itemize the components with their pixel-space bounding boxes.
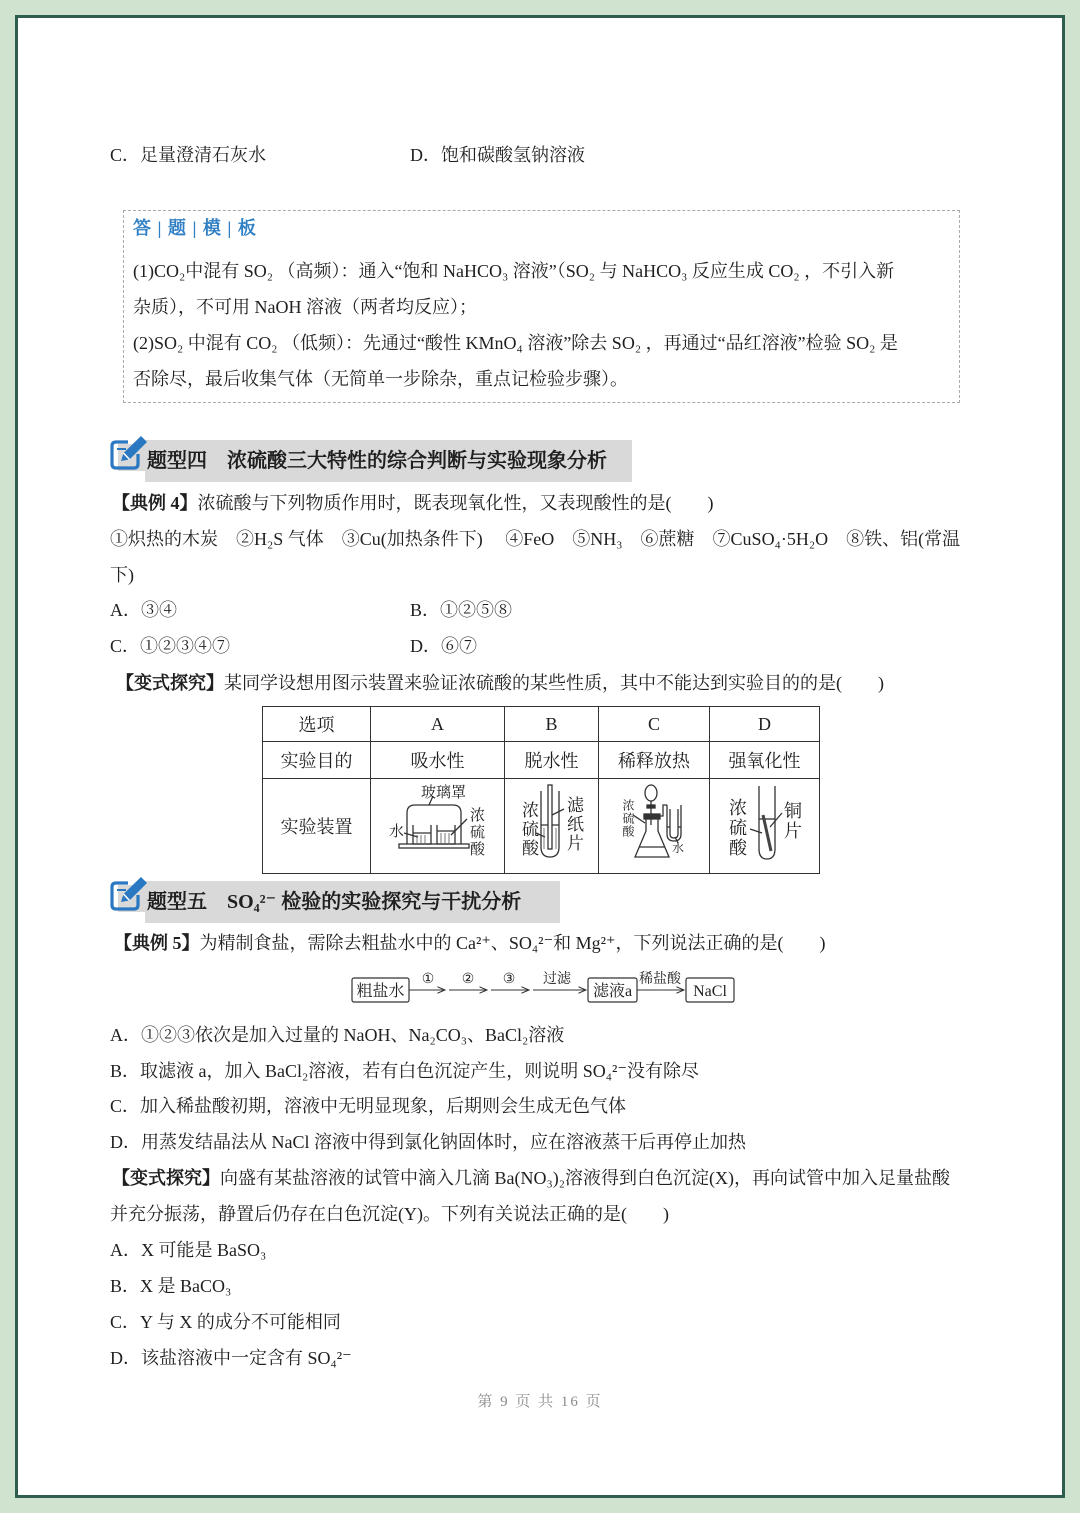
acid-label: 浓硫酸: [468, 807, 484, 858]
dilution-apparatus-drawing: [599, 779, 710, 873]
flow-acid-label: 稀盐酸: [639, 972, 681, 987]
example4-option-a: A．③④: [110, 600, 177, 620]
example5-question: 为精制食盐，需除去粗盐水中的 Ca²⁺、SO₄²⁻和 Mg²⁺，下列说法正确的是( ): [199, 933, 826, 953]
example5-option-c: C．加入稀盐酸初期，溶液中无明显现象，后期则会生成无色气体: [110, 1096, 627, 1116]
filter-paper-strip: [548, 785, 552, 849]
example5-option-b: B．取滤液 a，加入 BaCl₂溶液，若有白色沉淀产生，则说明 SO₄²⁻没有除尽: [110, 1061, 699, 1081]
example4-stem: [112, 491, 714, 515]
section4-heading: 题型四 浓硫酸三大特性的综合判断与实验现象分析: [147, 450, 607, 472]
test-tube: [759, 786, 775, 859]
example4-tag: 【典例 4】: [112, 493, 198, 513]
answer-template-title: 答 | 题 | 模 | 板: [133, 218, 257, 238]
table-cell: 脱水性: [505, 742, 599, 779]
variant5-option-d: D．该盐溶液中一定含有 SO₄²⁻: [110, 1348, 352, 1368]
table-header-cell: C: [599, 707, 710, 742]
variant5-option-c: C．Y 与 X 的成分不可能相同: [110, 1312, 341, 1332]
flow-step-label: ①: [421, 972, 435, 987]
table-row: [263, 742, 820, 779]
flow-step-label: ③: [502, 972, 516, 987]
experiment-table: [262, 706, 820, 874]
table-cell: 吸水性: [371, 742, 505, 779]
example5-stem: [114, 931, 825, 955]
acid-label: 浓硫酸: [519, 801, 538, 858]
template-line: 否除尽，最后收集气体（无简单一步除杂，重点记检验步骤）。: [133, 369, 628, 389]
flow-step-label: 过滤: [543, 972, 571, 987]
variant4-stem: [116, 671, 884, 695]
water-label: 水: [672, 841, 685, 855]
template-line: 杂质），不可用 NaOH 溶液（两者均反应）；: [133, 297, 477, 317]
water-label: 水: [389, 824, 405, 840]
example4-option-d: D．⑥⑦: [410, 636, 477, 656]
dropping-funnel: [645, 785, 657, 801]
water-beaker: [413, 825, 431, 844]
flow-middle-label: 滤液a: [592, 983, 633, 1000]
variant5-stem: [112, 1166, 950, 1190]
example4-question: 浓硫酸与下列物质作用时，既表现氧化性，又表现酸性的是( ): [197, 493, 714, 513]
example5-option-a: A．①②③依次是加入过量的 NaOH、Na₂CO₃、BaCl₂溶液: [110, 1025, 565, 1045]
variant5-option-b: B．X 是 BaCO₃: [110, 1276, 232, 1296]
copper-label: 铜片: [782, 801, 802, 841]
table-header-cell: D: [710, 707, 820, 742]
example4-option-b: B．①②⑤⑧: [410, 600, 513, 620]
flow-start-label: 粗盐水: [356, 983, 405, 1000]
table-cell: 强氧化性: [710, 742, 820, 779]
example4-items: ①炽热的木炭 ②H₂S 气体 ③Cu(加热条件下) ④FeO ⑤NH₃ ⑥蔗糖 ⑦CuSO₄·5H₂O ⑧铁、铝(常温: [110, 529, 961, 549]
table-cell: 实验目的: [263, 742, 371, 779]
acid-label: 浓硫酸: [621, 799, 635, 838]
section5-heading: 题型五 SO₄²⁻ 检验的实验探究与干扰分析: [147, 891, 522, 913]
flow-step-label: ②: [461, 972, 475, 987]
apparatus-d: [710, 779, 819, 873]
table-row: [263, 779, 820, 874]
table-header-cell: 选项: [263, 707, 371, 742]
bell-jar: [407, 805, 461, 844]
acid-label: 浓硫酸: [727, 798, 747, 858]
copper-strip: [763, 815, 771, 851]
option-d: D．饱和碳酸氢钠溶液: [410, 145, 585, 165]
table-cell: 稀释放热: [599, 742, 710, 779]
variant5-stem-cont: 并充分振荡，静置后仍存在白色沉淀(Y)。下列有关说法正确的是( ): [110, 1204, 669, 1224]
example4-items-cont: 下): [110, 565, 134, 585]
apparatus-c-cell: [599, 779, 710, 874]
example5-tag: 【典例 5】: [114, 933, 200, 953]
apparatus-d-cell: [710, 779, 820, 874]
apparatus-b-cell: [505, 779, 599, 874]
variant5-option-a: A．X 可能是 BaSO₃: [110, 1240, 267, 1260]
apparatus-a: [371, 779, 504, 873]
apparatus-a-cell: [371, 779, 505, 874]
page-number: 第 9 页 共 16 页: [477, 1394, 603, 1410]
option-c: C．足量澄清石灰水: [110, 145, 267, 165]
example5-option-d: D．用蒸发结晶法从 NaCl 溶液中得到氯化钠固体时，应在溶液蒸干后再停止加热: [110, 1132, 746, 1152]
example4-option-c: C．①②③④⑦: [110, 636, 231, 656]
bell-jar-label: 玻璃罩: [421, 785, 467, 801]
variant4-question: 某同学设想用图示装置来验证浓硫酸的某些性质，其中不能达到实验目的的是( ): [224, 673, 884, 693]
table-header-cell: A: [371, 707, 505, 742]
table-cell: 实验装置: [263, 779, 371, 874]
template-line: (1)CO₂中混有 SO₂ （高频）：通入“饱和 NaHCO₃ 溶液”（SO₂ 与 NaHCO₃ 反应生成 CO₂ ，不引入新: [133, 261, 895, 281]
conical-flask: [635, 817, 669, 857]
variant5-tag: 【变式探究】: [112, 1168, 220, 1188]
apparatus-c: [599, 779, 709, 873]
u-tube: [667, 805, 681, 841]
apparatus-b: [505, 779, 598, 873]
flow-end-label: NaCl: [693, 983, 727, 1000]
variant5-question: 向盛有某盐溶液的试管中滴入几滴 Ba(NO₃)₂溶液得到白色沉淀(X)，再向试管中加入足量盐酸: [220, 1168, 951, 1188]
purification-flow-diagram: [345, 966, 745, 1008]
pen-notebook-icon: [108, 434, 148, 472]
pen-notebook-icon: [108, 875, 148, 913]
template-line: (2)SO₂ 中混有 CO₂ （低频）：先通过“酸性 KMnO₄ 溶液”除去 SO₂ ，再通过“品红溶液”检验 SO₂ 是: [133, 333, 898, 353]
variant4-tag: 【变式探究】: [116, 673, 224, 693]
base-plate: [399, 844, 469, 848]
table-header-cell: B: [505, 707, 599, 742]
filter-paper-label: 滤纸片: [564, 796, 583, 853]
table-row: [263, 707, 820, 742]
